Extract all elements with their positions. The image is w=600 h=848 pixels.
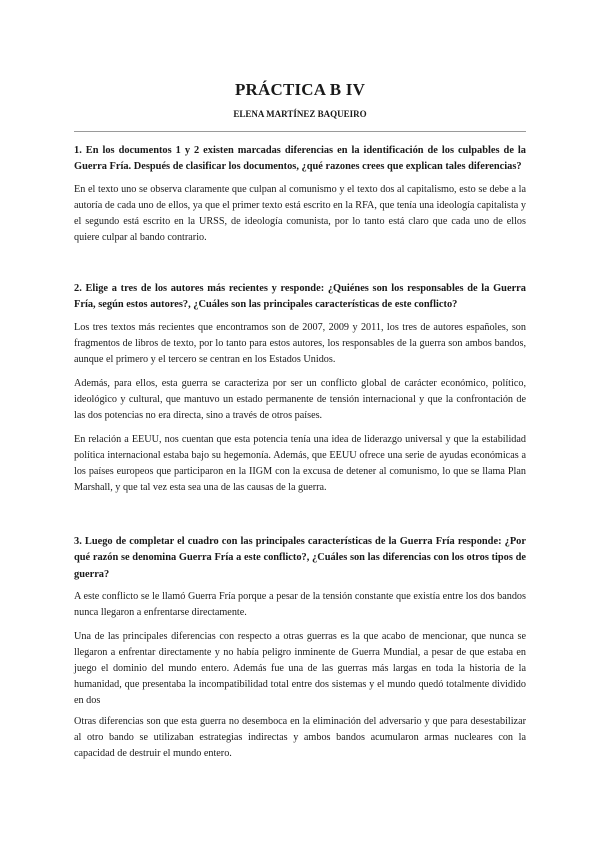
answer-2-paragraph-1: Los tres textos más recientes que encontramos son de 2007, 2009 y 2011, los tres de autores españoles, son fragmentos de libros de texto, por lo tanto para estos autores, los responsables de la guerra son ambos bandos, aunque el primero y el tercero se centran en los Estados Unidos.	[74, 321, 526, 365]
page-title: PRÁCTICA B IV	[234, 80, 366, 99]
answer-2-paragraph-3: En relación a EEUU, nos cuentan que esta potencia tenía una idea de liderazgo universal y que la estabilidad política internacional estaba bajo su hegemonía. Además, que EEUU ofrece una serie de ayudas económicas a los países europeos que participaron en la IIGM con la excusa de detener al comunismo, lo que se llama Plan Marshall, y que tal vez esta sea una de las causas de la guerra.	[74, 434, 526, 494]
header-divider	[74, 131, 526, 132]
answer-2-paragraph-2: Además, para ellos, esta guerra se caracteriza por ser un conflicto global de carácter económico, político, ideológico y cultural, que mantuvo un estado permanente de tensión internacional y que la confrontación de las dos potencias no era directa, sino a través de otros países.	[74, 377, 526, 422]
author-name: ELENA MARTÍNEZ BAQUEIRO	[233, 109, 367, 119]
section-3	[74, 534, 526, 770]
section-2	[74, 281, 526, 505]
answer-3-paragraph-3: Otras diferencias son que esta guerra no desemboca en la eliminación del adversario y que para desestabilizar al otro bando se utilizaban estrategias indirectas y ambos bandos acumularon armas nucleares con la capacidad de destruir el mundo entero.	[74, 715, 526, 759]
question-2: 2. Elige a tres de los autores más recientes y responde: ¿Quiénes son los responsables de la Guerra Fría, según estos autores?, ¿Cuáles son las principales características de este conflicto?	[74, 283, 526, 311]
answer-3-paragraph-2: Una de las principales diferencias con respecto a otras guerras es la que acabo de mencionar, que nunca se llegaron a enfrentar directamente y no había peligro inminente de Guerra Mundial, a pesar de que estaba en juego el dominio del mundo entero. Además fue una de las guerras más largas en toda la historia de la humanidad, que presentaba la incompatibilidad total entre dos sistemas y el mundo quedó totalmente dividido en dos	[74, 631, 526, 707]
section-1	[74, 143, 526, 254]
answer-1-paragraph-1: En el texto uno se observa claramente que culpan al comunismo y el texto dos al capitalismo, esto se debe a la autoría de cada uno de ellos, ya que el primer texto está escrito en la RFA, que tenía una ideología capitalista y el segundo está escrito en la URSS, de ideología comunista, por lo tanto está claro que cada uno de ellos quiere culpar al bando contrario.	[74, 183, 526, 243]
answer-3-paragraph-1: A este conflicto se le llamó Guerra Fría porque a pesar de la tensión constante que existía entre los dos bandos nunca llegaron a enfrentarse directamente.	[74, 590, 526, 618]
question-3: 3. Luego de completar el cuadro con las principales características de la Guerra Fría responde: ¿Por qué razón se denomina Guerra Fría a este conflicto?, ¿Cuáles son las diferencias con los otros tipos de guerra?	[74, 536, 526, 580]
question-1: 1. En los documentos 1 y 2 existen marcadas diferencias en la identificación de los culpables de la Guerra Fría. Después de clasificar los documentos, ¿qué razones crees que explican tales diferencias?	[74, 145, 526, 173]
